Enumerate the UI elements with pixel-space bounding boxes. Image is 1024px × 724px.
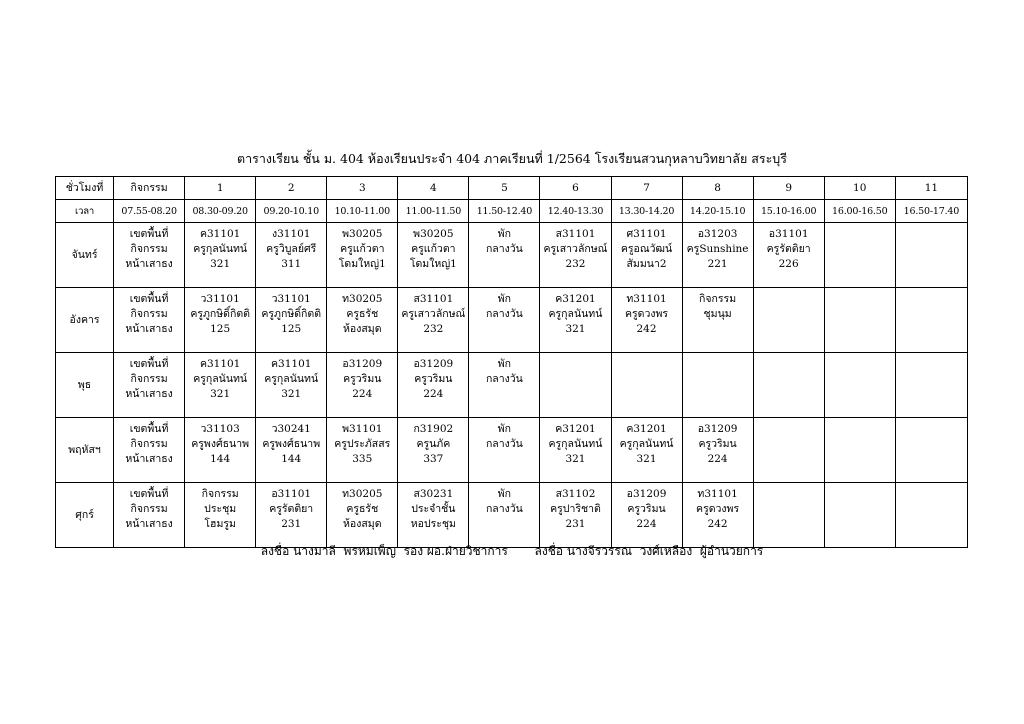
cell-line: ครูแก้วตา [411, 243, 456, 255]
class-cell [185, 223, 256, 288]
cell-line: ห้องสมุด [343, 323, 382, 335]
period-number: 1 [185, 177, 256, 200]
cell-line: เขตพื้นที่ [129, 488, 169, 500]
period-time: 16.50-17.40 [895, 200, 967, 223]
class-cell [256, 288, 327, 353]
class-cell [682, 418, 753, 483]
cell-line: 321 [565, 453, 586, 465]
homeroom-activity-cell [114, 353, 185, 418]
cell-line: พัก [497, 358, 512, 370]
cell-line: ก31902 [413, 423, 454, 435]
class-cell [540, 223, 611, 288]
cell-line: อ31209 [413, 358, 454, 370]
empty-cell [824, 223, 895, 288]
class-cell [327, 418, 398, 483]
cell-line: 242 [636, 323, 657, 335]
class-cell [540, 418, 611, 483]
period-header-row [56, 177, 968, 200]
period-number: 5 [469, 177, 540, 200]
cell-line: ครูวริมน [414, 373, 453, 385]
day-row [56, 483, 968, 548]
cell-line: ท30205 [342, 488, 383, 500]
cell-line: เขตพื้นที่ [129, 293, 169, 305]
cell-line: อ31209 [342, 358, 383, 370]
cell-line: ห้องสมุด [343, 518, 382, 530]
class-cell [469, 418, 540, 483]
cell-line: กิจกรรม [201, 488, 239, 500]
empty-cell [824, 418, 895, 483]
empty-cell [824, 353, 895, 418]
cell-line: ครูวิบูลย์ศรี [266, 243, 317, 255]
cell-line: 224 [352, 388, 373, 400]
cell-line: หน้าเสาธง [125, 388, 173, 400]
cell-line: 221 [707, 258, 728, 270]
cell-line: ครูกุลนันทน์ [193, 373, 248, 385]
empty-cell [753, 288, 824, 353]
class-cell [327, 223, 398, 288]
cell-line: 242 [707, 518, 728, 530]
cell-line: 226 [778, 258, 799, 270]
cell-line: ประจำชั้น [411, 503, 456, 515]
empty-cell [682, 353, 753, 418]
cell-line: ครูปาริชาติ [550, 503, 601, 515]
cell-line: กลางวัน [485, 503, 523, 515]
homeroom-activity-cell [114, 483, 185, 548]
cell-line: ครูรัตติยา [269, 503, 314, 515]
class-cell [185, 418, 256, 483]
empty-cell [824, 483, 895, 548]
cell-line: หน้าเสาธง [125, 258, 173, 270]
cell-line: ค31201 [555, 423, 596, 435]
cell-line: กิจกรรม [130, 373, 168, 385]
cell-line: ครูSunshine [686, 243, 749, 255]
day-row [56, 223, 968, 288]
cell-line: อ31101 [768, 228, 809, 240]
class-cell [327, 288, 398, 353]
class-cell [611, 223, 682, 288]
cell-line: ครูพงศ์ธนาพ [262, 438, 321, 450]
cell-line: อ31209 [697, 423, 738, 435]
time-label: เวลา [56, 200, 114, 223]
timetable [55, 176, 968, 548]
cell-line: ว31101 [200, 293, 240, 305]
period-time: 09.20-10.10 [256, 200, 327, 223]
day-name: ศุกร์ [56, 483, 114, 548]
cell-line: ครูพงศ์ธนาพ [191, 438, 250, 450]
cell-line: 125 [210, 323, 231, 335]
class-cell [682, 288, 753, 353]
cell-line: ค31101 [199, 358, 241, 370]
cell-line: 335 [352, 453, 373, 465]
cell-line: กิจกรรม [699, 293, 737, 305]
class-cell [540, 288, 611, 353]
cell-line: ส31102 [555, 488, 596, 500]
empty-cell [895, 483, 967, 548]
period-number: 9 [753, 177, 824, 200]
cell-line: กลางวัน [485, 243, 523, 255]
period-time: 13.30-14.20 [611, 200, 682, 223]
cell-line: ท30205 [342, 293, 383, 305]
cell-line: ครูวริมน [698, 438, 737, 450]
cell-line: กิจกรรม [130, 438, 168, 450]
cell-line: 231 [281, 518, 302, 530]
class-cell [611, 288, 682, 353]
empty-cell [753, 353, 824, 418]
class-cell [185, 288, 256, 353]
class-cell [398, 353, 469, 418]
signature-footer [0, 542, 1024, 561]
class-cell [256, 418, 327, 483]
cell-line: 231 [565, 518, 586, 530]
cell-line: พัก [497, 423, 512, 435]
class-cell [185, 353, 256, 418]
cell-line: 144 [210, 453, 231, 465]
cell-line: ครูแก้วตา [340, 243, 385, 255]
period-number: 3 [327, 177, 398, 200]
period-number: 2 [256, 177, 327, 200]
cell-line: ส30231 [413, 488, 454, 500]
cell-line: ครูประภัสสร [334, 438, 391, 450]
time-row [56, 200, 968, 223]
cell-line: ชุมนุม [703, 308, 732, 320]
cell-line: ครูกุลนันทน์ [548, 438, 603, 450]
cell-line: พ31101 [342, 423, 383, 435]
cell-line: ว31101 [271, 293, 311, 305]
class-cell [398, 483, 469, 548]
cell-line: ครูกุลนันทน์ [619, 438, 674, 450]
cell-line: ครูเสาวลักษณ์ [543, 243, 608, 255]
signature-deputy: ลงชื่อ นางมาลี พรหมเพ็ญ รอง ผอ.ฝ่ายวิชาการ [260, 544, 508, 558]
period-time: 10.10-11.00 [327, 200, 398, 223]
cell-line: กิจกรรม [130, 308, 168, 320]
empty-cell [753, 483, 824, 548]
day-row [56, 353, 968, 418]
cell-line: พัก [497, 488, 512, 500]
homeroom-activity-cell [114, 418, 185, 483]
period-label: ชั่วโมงที่ [56, 177, 114, 200]
cell-line: โดมใหญ่1 [338, 258, 386, 270]
cell-line: ครูธรัช [346, 503, 379, 515]
empty-cell [824, 288, 895, 353]
cell-line: อ31209 [626, 488, 667, 500]
period-time: 11.50-12.40 [469, 200, 540, 223]
day-name: อังคาร [56, 288, 114, 353]
cell-line: พ30205 [342, 228, 383, 240]
cell-line: 321 [636, 453, 657, 465]
cell-line: ครูวริมน [627, 503, 666, 515]
cell-line: 321 [210, 258, 231, 270]
cell-line: ครูดวงพร [696, 503, 740, 515]
cell-line: ครูอณวัฒน์ [620, 243, 673, 255]
cell-line: กลางวัน [485, 308, 523, 320]
cell-line: เขตพื้นที่ [129, 228, 169, 240]
cell-line: หน้าเสาธง [125, 453, 173, 465]
empty-cell [895, 353, 967, 418]
period-time: 11.00-11.50 [398, 200, 469, 223]
day-row [56, 418, 968, 483]
homeroom-activity-cell [114, 223, 185, 288]
class-cell [398, 223, 469, 288]
cell-line: 232 [423, 323, 444, 335]
page-title: ตารางเรียน ชั้น ม. 404 ห้องเรียนประจำ 404 ภาคเรียนที่ 1/2564 โรงเรียนสวนกุหลาบวิทยาลัย สระบุรี [237, 151, 787, 166]
day-row [56, 288, 968, 353]
cell-line: ค31201 [626, 423, 667, 435]
class-cell [327, 353, 398, 418]
cell-line: ครูนภัค [416, 438, 451, 450]
period-number: 4 [398, 177, 469, 200]
homeroom-activity-cell [114, 288, 185, 353]
class-cell [327, 483, 398, 548]
empty-cell [895, 223, 967, 288]
day-name: จันทร์ [56, 223, 114, 288]
period-time: 15.10-16.00 [753, 200, 824, 223]
cell-line: สัมมนา2 [626, 258, 667, 270]
cell-line: โดมใหญ่1 [409, 258, 457, 270]
empty-cell [540, 353, 611, 418]
cell-line: 321 [210, 388, 231, 400]
period-number: 8 [682, 177, 753, 200]
cell-line: 224 [636, 518, 657, 530]
cell-line: ค31101 [271, 358, 312, 370]
class-cell [682, 223, 753, 288]
cell-line: ครูกุลนันทน์ [548, 308, 603, 320]
cell-line: กิจกรรม [130, 243, 168, 255]
signature-director: ลงชื่อ นางจีรวรรณ วงศ์เหลือง ผู้อำนวยการ [534, 544, 764, 558]
cell-line: ค31101 [199, 228, 241, 240]
cell-line: หน้าเสาธง [125, 323, 173, 335]
activity-label: กิจกรรม [114, 177, 185, 200]
cell-line: ครูเสาวลักษณ์ [401, 308, 466, 320]
cell-line: ง31101 [271, 228, 311, 240]
period-time: 16.00-16.50 [824, 200, 895, 223]
class-cell [682, 483, 753, 548]
class-cell [256, 353, 327, 418]
cell-line: กิจกรรม [130, 503, 168, 515]
cell-line: 321 [565, 323, 586, 335]
cell-line: ว30241 [271, 423, 311, 435]
day-name: พฤหัสฯ [56, 418, 114, 483]
cell-line: 321 [281, 388, 302, 400]
cell-line: ว31103 [200, 423, 240, 435]
day-name: พุธ [56, 353, 114, 418]
class-cell [469, 223, 540, 288]
cell-line: เขตพื้นที่ [129, 358, 169, 370]
class-cell [611, 418, 682, 483]
cell-line: ท31101 [626, 293, 667, 305]
cell-line: ครูวริมน [343, 373, 382, 385]
cell-line: หอประชุม [410, 518, 456, 530]
class-cell [398, 288, 469, 353]
period-number: 11 [895, 177, 967, 200]
cell-line: กลางวัน [485, 438, 523, 450]
cell-line: หน้าเสาธง [125, 518, 173, 530]
empty-cell [895, 288, 967, 353]
cell-line: 232 [565, 258, 586, 270]
cell-line: ครูภูกษิดิ์กิตติ [190, 308, 250, 320]
cell-line: ครูรัตติยา [766, 243, 811, 255]
cell-line: 224 [707, 453, 728, 465]
cell-line: ครูดวงพร [624, 308, 669, 320]
period-number: 6 [540, 177, 611, 200]
class-cell [469, 483, 540, 548]
cell-line: พ30205 [413, 228, 454, 240]
empty-cell [753, 418, 824, 483]
cell-line: กลางวัน [485, 373, 523, 385]
class-cell [540, 483, 611, 548]
cell-line: ครูธรัช [346, 308, 379, 320]
period-number: 10 [824, 177, 895, 200]
cell-line: ศ31101 [626, 228, 667, 240]
cell-line: อ31101 [271, 488, 312, 500]
cell-line: ครูกุลนันทน์ [193, 243, 248, 255]
period-time: 12.40-13.30 [540, 200, 611, 223]
empty-cell [895, 418, 967, 483]
class-cell [753, 223, 824, 288]
empty-cell [611, 353, 682, 418]
class-cell [398, 418, 469, 483]
class-cell [256, 483, 327, 548]
cell-line: พัก [497, 293, 512, 305]
cell-line: 144 [281, 453, 302, 465]
cell-line: ส31101 [555, 228, 596, 240]
class-cell [469, 288, 540, 353]
cell-line: 125 [281, 323, 302, 335]
class-cell [185, 483, 256, 548]
period-number: 7 [611, 177, 682, 200]
class-cell [611, 483, 682, 548]
cell-line: ครูภูกษิดิ์กิตติ [261, 308, 322, 320]
cell-line: 224 [423, 388, 444, 400]
cell-line: ท31101 [697, 488, 738, 500]
cell-line: โฮมรูม [204, 518, 236, 530]
cell-line: ส31101 [413, 293, 454, 305]
activity-time: 07.55-08.20 [114, 200, 185, 223]
period-time: 14.20-15.10 [682, 200, 753, 223]
cell-line: เขตพื้นที่ [129, 423, 169, 435]
class-cell [256, 223, 327, 288]
period-time: 08.30-09.20 [185, 200, 256, 223]
cell-line: ครูกุลนันทน์ [264, 373, 319, 385]
cell-line: พัก [497, 228, 512, 240]
class-cell [469, 353, 540, 418]
timetable-body [56, 177, 968, 548]
cell-line: 337 [423, 453, 444, 465]
cell-line: ค31201 [555, 293, 596, 305]
cell-line: อ31203 [697, 228, 738, 240]
cell-line: ประชุม [204, 503, 237, 515]
cell-line: 311 [281, 258, 302, 270]
